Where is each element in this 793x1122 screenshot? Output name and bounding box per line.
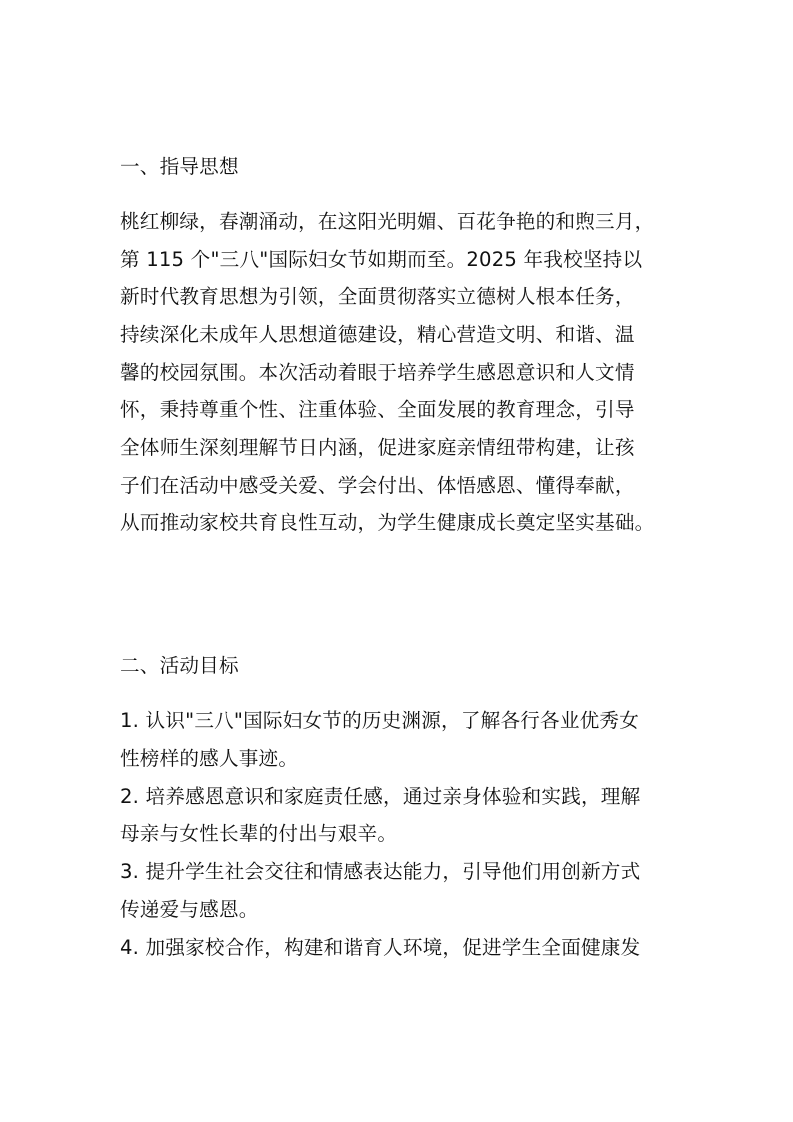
- list-item-line: 母亲与女性长辈的付出与艰辛。: [120, 822, 398, 845]
- list-item-line: 2. 培养感恩意识和家庭责任感，通过亲身体验和实践，理解: [120, 785, 641, 808]
- list-item-line: 性榜样的感人事迹。: [120, 747, 299, 770]
- paragraph-line: 从而推动家校共育良性互动，为学生健康成长奠定坚实基础。: [120, 511, 655, 534]
- list-item-line: 3. 提升学生社会交往和情感表达能力，引导他们用创新方式: [120, 860, 641, 883]
- paragraph-line: 怀，秉持尊重个性、注重体验、全面发展的教育理念，引导: [120, 398, 635, 421]
- paragraph-line: 第 115 个"三八"国际妇女节如期而至。2025 年我校坚持以: [120, 248, 643, 271]
- paragraph-line: 持续深化未成年人思想道德建设，精心营造文明、和谐、温: [120, 323, 635, 346]
- list-item-line: 4. 加强家校合作，构建和谐育人环境，促进学生全面健康发: [120, 936, 641, 959]
- paragraph-line: 新时代教育思想为引领，全面贯彻落实立德树人根本任务，: [120, 285, 635, 308]
- list-item-line: 传递爱与感恩。: [120, 898, 259, 921]
- paragraph-line: 馨的校园氛围。本次活动着眼于培养学生感恩意识和人文情: [120, 361, 635, 384]
- section-heading-guiding-ideology: 一、指导思想: [120, 155, 239, 178]
- list-item-line: 1. 认识"三八"国际妇女节的历史渊源，了解各行各业优秀女: [120, 709, 639, 732]
- paragraph-line: 桃红柳绿，春潮涌动，在这阳光明媚、百花争艳的和煦三月，: [120, 210, 655, 233]
- paragraph-line: 子们在活动中感受关爱、学会付出、体悟感恩、懂得奉献，: [120, 474, 635, 497]
- section-heading-activity-goals: 二、活动目标: [120, 654, 239, 677]
- paragraph-line: 全体师生深刻理解节日内涵，促进家庭亲情纽带构建，让孩: [120, 436, 635, 459]
